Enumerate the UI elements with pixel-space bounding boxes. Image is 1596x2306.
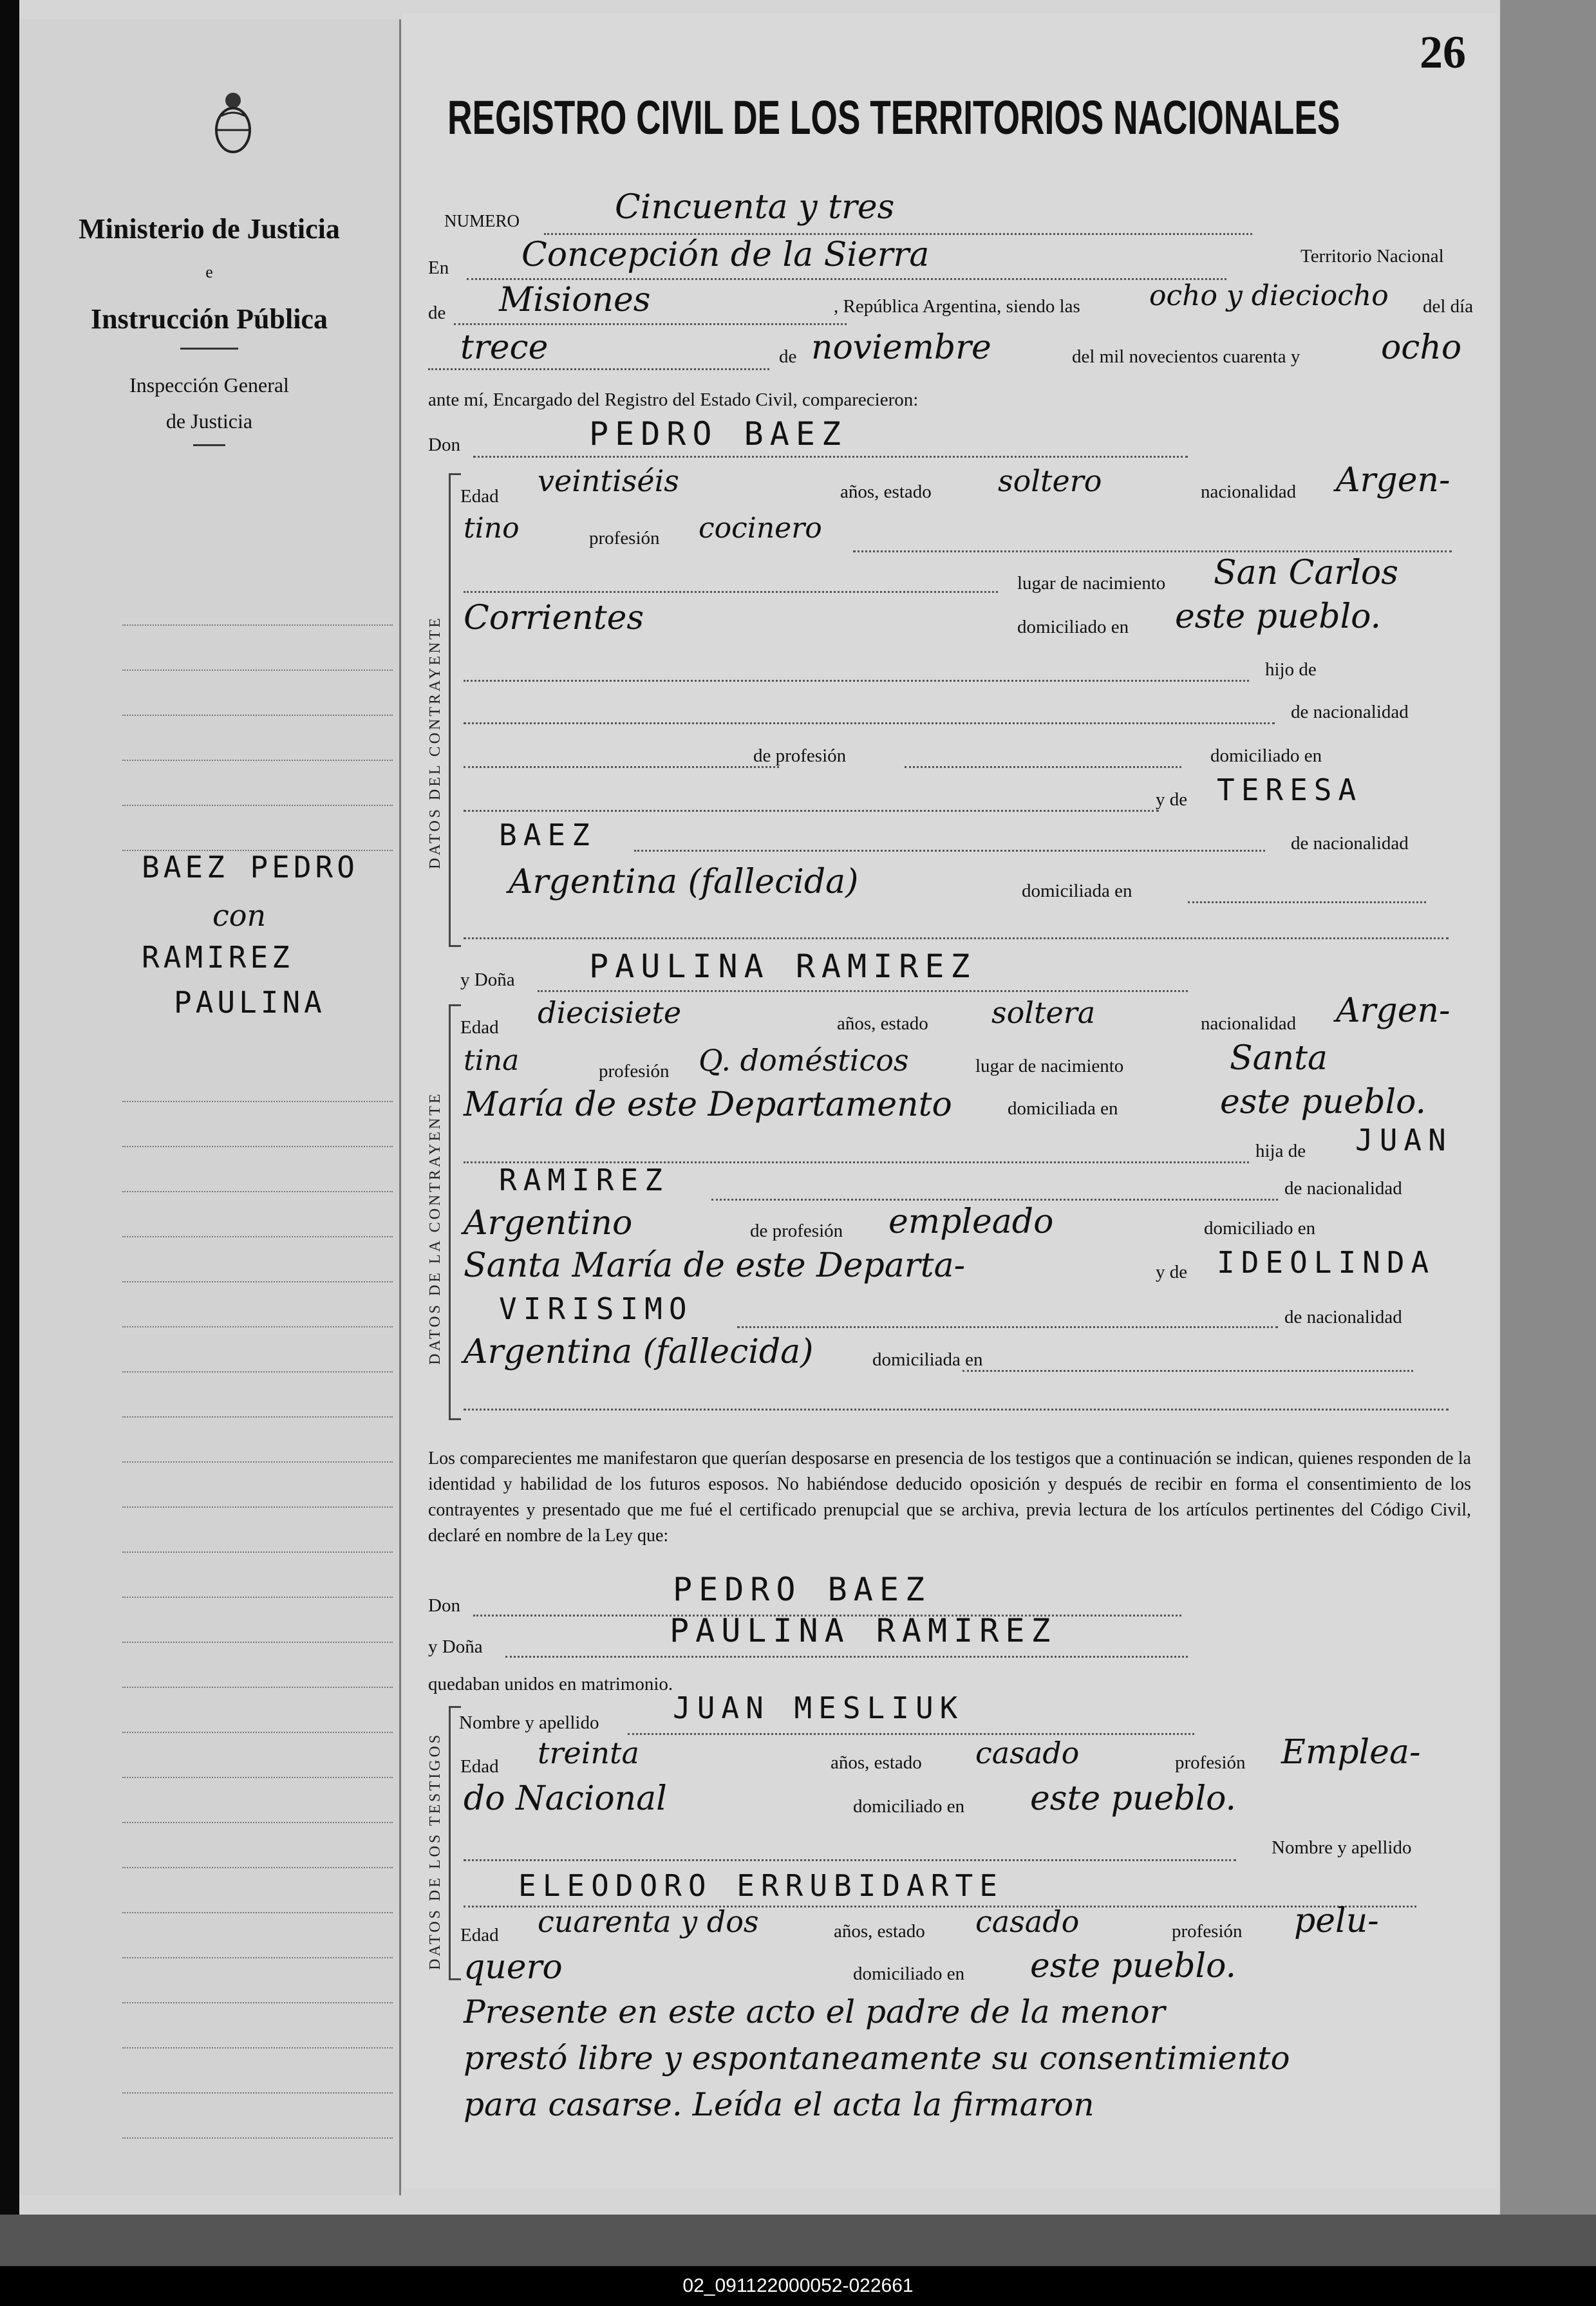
ministry-name-2: Instrucción Pública [91,303,328,335]
label-y-de-2: y de [1156,1262,1188,1282]
value-f-nac-2: tina [464,1044,520,1077]
divider [193,444,225,446]
value-c-nac-1: Argen- [1336,461,1450,500]
label-de-nacionalidad-3: de nacionalidad [1284,1178,1402,1199]
value-numero: Cincuenta y tres [615,188,895,227]
label-y-dona: y Doña [460,970,515,990]
label-domiciliado-en-3: domiciliado en [1204,1218,1316,1239]
label-profesion-4: profesión [1172,1921,1243,1942]
ministry-e: e [205,263,213,281]
label-domiciliada-en-3: domiciliada en [872,1349,983,1370]
label-de-profesion-2: de profesión [750,1221,843,1241]
value-c-madre-1: TERESA [1217,773,1363,807]
value-f-estado: soltera [991,995,1096,1030]
image-code: 02_091122000052-022661 [682,2275,914,2296]
value-territorio: Misiones [499,281,651,319]
label-profesion-3: profesión [1175,1752,1246,1773]
margin-column [19,19,401,2195]
page-bottom-strip [0,2215,1596,2266]
label-de-nacionalidad: de nacionalidad [1291,702,1409,722]
label-nacionalidad: nacionalidad [1201,482,1297,502]
label-nacionalidad-2: nacionalidad [1201,1013,1297,1034]
label-edad-4: Edad [460,1925,499,1945]
label-anos-estado-2: años, estado [837,1013,928,1034]
value-testigo-1-estado: casado [975,1736,1080,1770]
coat-of-arms-icon [212,90,254,155]
value-c-estado: soltero [998,464,1102,498]
inspection-line-2: de Justicia [165,409,253,433]
value-f-profesion: Q. domésticos [699,1043,909,1078]
label-de-nacionalidad-2: de nacionalidad [1291,833,1409,854]
margin-note-line-3: RAMIREZ [142,940,294,975]
value-c-domicilio: este pueblo. [1175,597,1382,636]
page-number: 26 [1420,26,1466,78]
label-del-mil: del mil novecientos cuarenta y [1072,346,1300,367]
label-domiciliado-en-4: domiciliado en [853,1796,965,1817]
value-c-lugar-1: San Carlos [1214,554,1398,592]
value-c-lugar-2: Corrientes [464,599,644,637]
margin-note-line-4: PAULINA [174,985,326,1020]
label-territorio: Territorio Nacional [1300,246,1444,267]
value-c-nac-2: tino [464,512,520,545]
label-de-profesion: de profesión [753,745,847,766]
value-c-madre-nac: Argentina (fallecida) [509,863,859,901]
section-label-contrayente: DATOS DEL CONTRAYENTE [427,615,444,869]
value-f-lugar-1: Santa [1230,1039,1328,1078]
note-line-2: prestó libre y espontaneamente su consentimiento [464,2039,1290,2077]
value-don-2: PEDRO BAEZ [673,1571,932,1608]
label-domiciliada-en-2: domiciliada en [1008,1098,1118,1119]
value-testigo-2-prof-2: quero [464,1948,563,1987]
value-f-padre-prof: empleado [888,1203,1054,1241]
value-f-madre-nac: Argentina (fallecida) [464,1333,814,1371]
value-testigo-1-prof-2: do Nacional [464,1779,667,1818]
section-label-testigos: DATOS DE LOS TESTIGOS [427,1732,444,1970]
label-anos-estado-3: años, estado [831,1752,922,1773]
value-c-madre-2: BAEZ [499,818,596,852]
value-dia: trece [460,328,549,367]
value-f-nac-1: Argen- [1336,991,1450,1030]
value-contrayente: PEDRO BAEZ [589,415,848,453]
label-nombre-apellido: Nombre y apellido [459,1712,599,1733]
value-f-domicilio: este pueblo. [1220,1083,1427,1121]
value-testigo-2-nombre: ELEODORO ERRUBIDARTE [518,1868,1004,1903]
page-edge [1500,0,1596,2215]
civil-registry-form [402,13,1497,2189]
label-republica: , República Argentina, siendo las [834,296,1080,317]
label-domiciliado-en: domiciliado en [1017,617,1129,637]
label-domiciliado-en-2: domiciliado en [1210,745,1322,766]
label-profesion-2: profesión [599,1061,670,1082]
value-f-padre-dom: Santa María de este Departa- [464,1246,966,1285]
label-lugar-nacimiento: lugar de nacimiento [1017,573,1166,594]
value-testigo-1-nombre: JUAN MESLIUK [673,1691,964,1725]
label-anos-estado: años, estado [840,482,932,502]
value-testigo-1-edad: treinta [538,1736,639,1770]
declaration-paragraph: Los comparecientes me manifestaron que querían desposarse en presencia de los testigos que a continuación se indican, quienes responden de la identidad y habilidad de los futuros esposos. No habiéndose deducido oposición y después de recibir en forma el consentimiento de los contrayentes y presentado que me fué el certificado prenupcial que se archiva, previa lectura de los artículos pertinentes del Código Civil, declaré en nombre de la Ley que: [428,1448,1471,1546]
value-testigo-2-prof-1: pelu- [1294,1902,1379,1940]
label-numero: NUMERO [444,211,520,230]
label-en: En [428,258,449,278]
value-lugar: Concepción de la Sierra [521,236,930,274]
inspection-line-1: Inspección General [129,373,289,397]
value-testigo-2-estado: casado [975,1904,1080,1939]
label-del-dia: del día [1423,296,1474,317]
label-edad: Edad [460,486,499,507]
value-mes: noviembre [811,328,991,367]
label-y-de: y de [1156,789,1188,810]
label-de-mes: de [779,346,797,367]
label-edad-3: Edad [460,1756,499,1777]
margin-note-line-1: BAEZ PEDRO [142,850,359,885]
label-don: Don [428,435,460,455]
label-hijo-de: hijo de [1265,659,1317,680]
value-f-padre-nac: Argentino [464,1204,633,1242]
label-ante-mi: ante mí, Encargado del Registro del Estado Civil, comparecieron: [428,389,919,410]
label-lugar-nacimiento-2: lugar de nacimiento [975,1056,1124,1076]
label-anos-estado-4: años, estado [834,1921,925,1942]
value-testigo-1-dom: este pueblo. [1030,1779,1237,1818]
page-title: REGISTRO CIVIL DE LOS TERRITORIOS NACIONALES [447,91,1340,144]
ministry-name: Ministerio de Justicia [79,213,340,245]
value-f-edad: diecisiete [538,995,682,1030]
value-testigo-2-dom: este pueblo. [1030,1947,1237,1985]
value-c-profesion: cocinero [699,512,822,545]
image-code-bar [0,2266,1596,2306]
value-hora: ocho y dieciocho [1149,279,1389,312]
label-don-2: Don [428,1595,460,1616]
value-f-lugar-2: María de este Departamento [464,1085,952,1124]
divider [180,348,238,350]
value-anio: ocho [1381,328,1462,367]
label-de-nacionalidad-4: de nacionalidad [1284,1307,1402,1327]
label-quedaban: quedaban unidos en matrimonio. [428,1674,673,1694]
label-domiciliada-en: domiciliada en [1022,881,1132,901]
value-testigo-1-prof-1: Emplea- [1281,1733,1421,1772]
label-domiciliado-en-5: domiciliado en [853,1964,965,1984]
note-line-1: Presente en este acto el padre de la menor [464,1993,1165,2030]
note-line-3: para casarse. Leída el acta la firmaron [464,2086,1094,2123]
label-edad-2: Edad [460,1017,499,1038]
label-profesion: profesión [589,528,660,548]
value-contrayenta: PAULINA RAMIREZ [589,948,977,985]
value-testigo-2-edad: cuarenta y dos [538,1904,759,1939]
value-dona-2: PAULINA RAMIREZ [670,1612,1057,1649]
value-f-padre-2: RAMIREZ [499,1163,669,1197]
label-y-dona-2: y Doña [428,1636,483,1657]
label-nombre-apellido-2: Nombre y apellido [1272,1837,1412,1858]
label-de: de [428,303,446,323]
value-c-edad: veintiséis [538,464,679,498]
label-hija-de: hija de [1255,1141,1306,1161]
section-label-contrayenta: DATOS DE LA CONTRAYENTE [427,1091,444,1365]
margin-note-line-2: con [212,898,267,933]
value-f-madre-2: VIRISIMO [499,1291,693,1326]
value-f-madre-1: IDEOLINDA [1217,1245,1436,1280]
value-f-padre-1: JUAN [1355,1123,1452,1158]
